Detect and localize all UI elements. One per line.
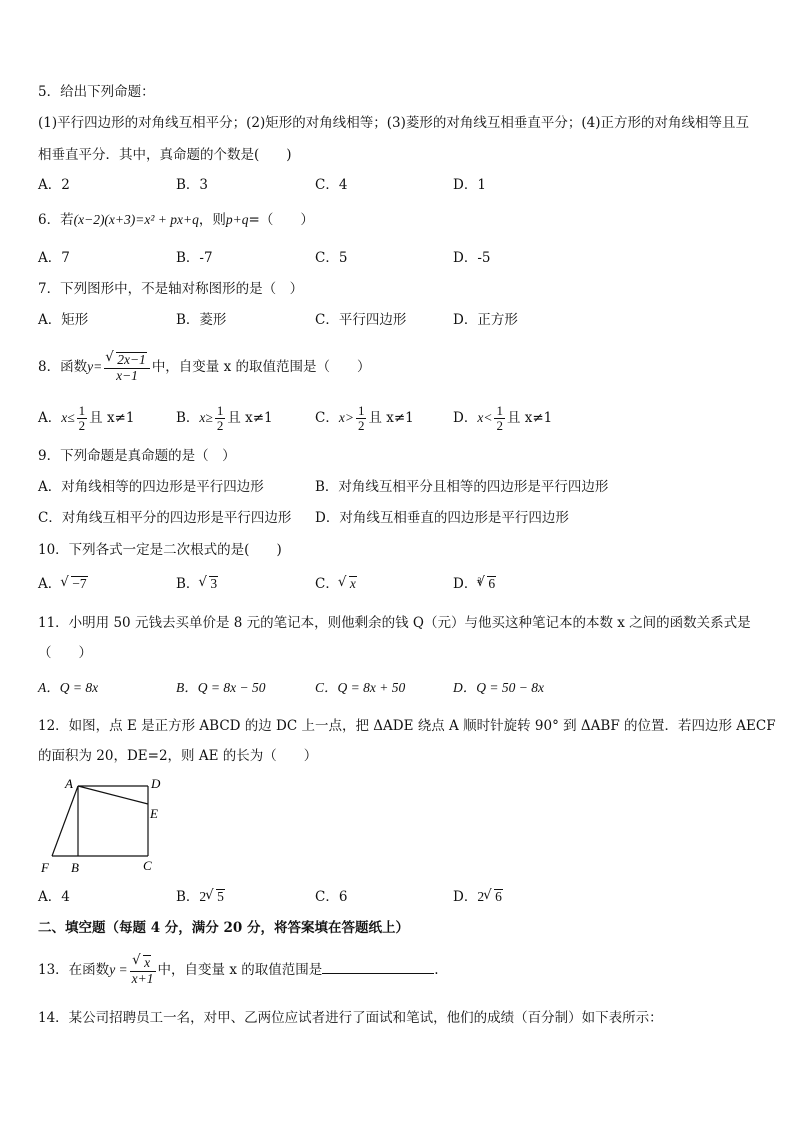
q12-option-b-radical: [206, 887, 225, 907]
q10-option-a: [38, 574, 89, 594]
q10-option-a-label: A．: [38, 576, 62, 592]
q10-option-d-label: D．: [453, 576, 478, 592]
half-den: 2: [216, 418, 224, 433]
q7-stem: 7．下列图形中，不是轴对称图形的是（ ）: [38, 281, 304, 297]
q8-stem: [38, 345, 371, 389]
q11-option-a: A．Q = 8x: [38, 680, 99, 695]
q10-option-b-label: B．: [176, 576, 200, 592]
q11-option-b: B．Q = 8x − 50: [176, 680, 266, 695]
q7-option-d: D．正方形: [453, 312, 518, 328]
label-b: B: [71, 860, 79, 875]
q5-option-a: A．2: [38, 177, 70, 193]
q12-option-d: [453, 887, 504, 907]
half-num: 1: [78, 403, 86, 419]
q10-option-b-radicand: 3: [210, 576, 218, 591]
q8-radicand: 2x−1: [117, 351, 146, 367]
label-e: E: [150, 806, 158, 821]
q9-option-a: A．对角线相等的四边形是平行四边形: [38, 479, 264, 495]
q8-prefix: 8．函数: [38, 359, 88, 375]
half-den: 2: [357, 418, 365, 433]
q9-option-c: C．对角线互相平分的四边形是平行四边形: [38, 510, 292, 526]
q8-option-d: [453, 400, 552, 436]
label-c: C: [143, 858, 152, 873]
q10-option-b-radical: [199, 574, 218, 594]
q8-option-c-tail: 且 x≠1: [368, 410, 414, 426]
q10-option-a-radicand: −7: [72, 576, 87, 591]
q11-option-c: C．Q = 8x + 50: [315, 680, 406, 695]
q8-fraction: [104, 352, 150, 383]
q10-option-c-radicand: x: [349, 576, 356, 591]
q12-option-d-radical: [484, 887, 503, 907]
q13-answer-blank[interactable]: [322, 959, 434, 974]
q8-option-a-tail: 且 x≠1: [89, 410, 135, 426]
q13-prefix: 13．在函数: [38, 962, 110, 978]
label-a: A: [65, 776, 73, 791]
q12-option-b: [176, 887, 226, 907]
q11-stem: 11．小明用 50 元钱去买单价是 8 元的笔记本，则他剩余的钱 Q（元）与他买这种笔记本的本数 x 之间的函数关系式是: [38, 615, 751, 631]
q7-option-b: B．菱形: [176, 312, 227, 328]
half-num: 1: [357, 403, 365, 419]
q10-stem: 10．下列各式一定是二次根式的是( ): [38, 542, 282, 558]
q8-y: y=: [87, 359, 103, 374]
q12-square-figure: [38, 774, 168, 878]
half-den: 2: [496, 418, 503, 433]
q8-option-d-half: [494, 404, 505, 432]
q6-expression: (x−2)(x+3)=x² + px+q: [73, 212, 199, 227]
q10-option-c-label: C．: [315, 576, 339, 592]
q6-option-b: B．-7: [176, 250, 213, 266]
q8-option-a: [38, 400, 134, 436]
q8-option-b-tail: 且 x≠1: [227, 410, 273, 426]
q8-suffix: 中，自变量 x 的取值范围是（ ）: [151, 359, 371, 375]
q8-radical: [106, 352, 147, 368]
q5-option-c: C．4: [315, 177, 348, 193]
q10-option-a-radical: [61, 574, 87, 594]
q8-option-d-tail: 且 x≠1: [506, 410, 553, 426]
q10-option-c-radical: [339, 574, 357, 594]
half-num: 1: [496, 403, 503, 419]
section-heading: 二、填空题（每题 4 分，满分 20 分，将答案填在答题纸上）: [38, 920, 409, 936]
q10-option-c: [315, 574, 358, 594]
q8-option-c-rel: x>: [338, 410, 354, 425]
q13-denominator: x+1: [131, 970, 154, 986]
q12-option-c: C．6: [315, 889, 348, 905]
q13-stem: [38, 948, 439, 992]
q13-fraction: [130, 955, 156, 986]
q13-radicand: x: [144, 954, 151, 970]
q6-option-c: C．5: [315, 250, 348, 266]
q8-option-a-label: A．: [38, 410, 62, 426]
q8-option-d-label: D．: [453, 410, 478, 426]
q8-option-a-rel: x≤: [61, 410, 75, 425]
q8-option-c: [315, 400, 414, 436]
q7-option-c: C．平行四边形: [315, 312, 407, 328]
q9-option-d: D．对角线互相垂直的四边形是平行四边形: [315, 510, 569, 526]
label-d: D: [151, 776, 161, 791]
q5-question: 相垂直平分．其中，真命题的个数是( ): [38, 147, 292, 163]
q12-option-d-coef: 2: [477, 889, 485, 904]
q12-option-d-radicand: 6: [495, 889, 502, 904]
q12-option-d-label: D．: [453, 889, 478, 905]
q10-option-b: [176, 574, 219, 594]
q6-option-a: A．7: [38, 250, 70, 266]
q10-option-d: [453, 574, 497, 594]
q10-option-d-radical: [477, 574, 496, 594]
q12-stem: 12．如图，点 E 是正方形 ABCD 的边 DC 上一点，把 ΔADE 绕点 A 顺时针旋转 90° 到 ΔABF 的位置．若四边形 AECF: [38, 718, 776, 734]
q6-prefix: 6．若: [38, 212, 74, 228]
q12-option-b-radicand: 5: [217, 889, 224, 904]
half-den: 2: [78, 418, 86, 433]
half-num: 1: [216, 403, 224, 419]
q13-y: y =: [109, 962, 128, 977]
q5-option-b: B．3: [176, 177, 209, 193]
q11-option-d: D．Q = 50 − 8x: [453, 680, 544, 695]
label-f: F: [41, 860, 49, 875]
q13-radical: [133, 955, 151, 971]
q7-option-a: A．矩形: [38, 312, 89, 328]
q8-option-a-half: [77, 404, 88, 432]
q9-option-b: B．对角线互相平分且相等的四边形是平行四边形: [315, 479, 609, 495]
segment-ae: [78, 786, 148, 804]
segment-af: [52, 786, 78, 856]
q12-option-b-label: B．: [176, 889, 200, 905]
q10-option-d-index: √ 3: [477, 576, 482, 585]
q12-option-a: A．4: [38, 889, 70, 905]
q8-option-b-label: B．: [176, 410, 200, 426]
q13-end: .: [434, 962, 439, 978]
q8-option-b: [176, 400, 273, 436]
q5-option-d: D．1: [453, 177, 486, 193]
q5-statements: (1)平行四边形的对角线互相平分；(2)矩形的对角线相等；(3)菱形的对角线互相垂直平分；(4)正方形的对角线相等且互: [38, 115, 749, 131]
q8-option-b-rel: x≥: [199, 410, 213, 425]
q8-option-c-label: C．: [315, 410, 339, 426]
q8-option-b-half: [215, 404, 226, 432]
q5-stem: 5．给出下列命题：: [38, 84, 155, 100]
q10-option-d-radicand: 6: [488, 576, 496, 591]
q6-suffix: =（ ）: [248, 212, 314, 228]
q8-option-d-rel: x<: [477, 410, 493, 425]
q12-option-b-coef: 2: [199, 889, 207, 904]
q8-option-c-half: [356, 404, 367, 432]
q6-mid: ，则: [198, 212, 226, 228]
q9-stem: 9．下列命题是真命题的是（ ）: [38, 448, 236, 464]
q8-denominator: x−1: [116, 367, 138, 383]
q6-option-d: D．-5: [453, 250, 491, 266]
q11-blank: （ ）: [38, 645, 92, 661]
q12-question: 的面积为 20，DE=2，则 AE 的长为（ ）: [38, 748, 318, 764]
q6-stem: [38, 210, 314, 230]
q14-stem: 14．某公司招聘员工一名，对甲、乙两位应试者进行了面试和笔试，他们的成绩（百分制）如下表所示：: [38, 1010, 663, 1026]
q13-suffix: 中，自变量 x 的取值范围是: [157, 962, 323, 978]
q6-expression-2: p+q: [225, 212, 249, 227]
